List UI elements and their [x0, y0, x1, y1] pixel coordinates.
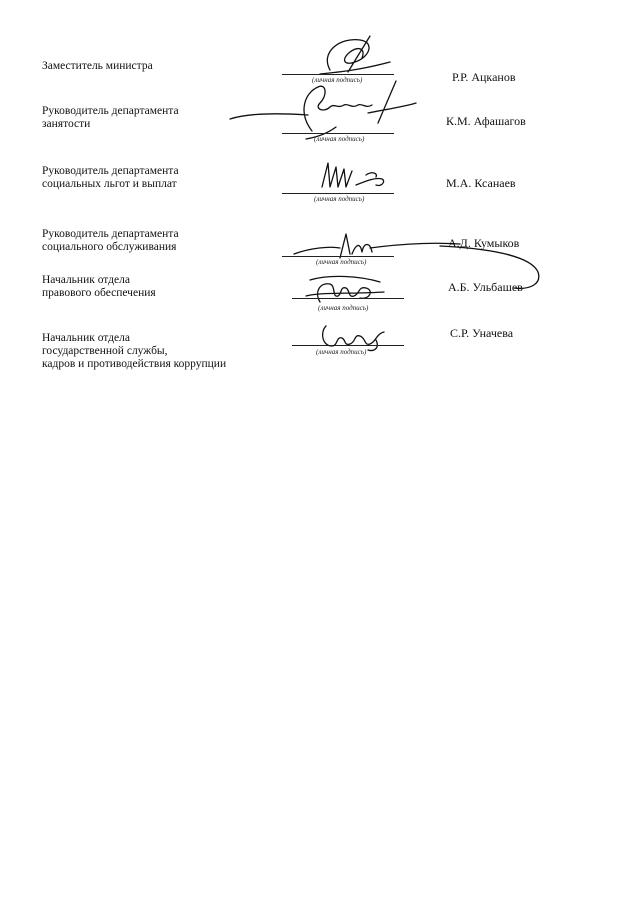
- handwritten-signature: [316, 157, 406, 197]
- signature-caption: (личная подпись): [314, 135, 365, 143]
- signatory-name: Р.Р. Ацканов: [452, 70, 516, 84]
- signatory-role: [42, 60, 282, 73]
- role-line: правового обеспечения: [42, 287, 156, 299]
- role-line: Руководитель департамента: [42, 105, 179, 117]
- signatory-name: М.А. Ксанаев: [446, 176, 516, 190]
- signature-caption: (личная подпись): [318, 304, 369, 312]
- signatory-name: А.Д. Кумыков: [448, 236, 520, 250]
- signature-line: [292, 345, 404, 346]
- role-line: государственной службы,: [42, 345, 168, 357]
- signatory-name: А.Б. Ульбашев: [448, 280, 523, 294]
- signature-caption: (личная подпись): [312, 76, 363, 84]
- signatory-name: С.Р. Уначева: [450, 326, 514, 340]
- role-line: Руководитель департамента: [42, 228, 179, 240]
- signature-line: [292, 298, 404, 299]
- role-line: Начальник отдела: [42, 274, 130, 286]
- signatory-name: К.М. Афашагов: [446, 114, 526, 128]
- handwritten-signature: [300, 272, 390, 308]
- signatory-role: [42, 332, 282, 371]
- signature-line: [282, 133, 394, 134]
- signatory-role: [42, 165, 282, 191]
- signature-caption: (личная подпись): [316, 348, 367, 356]
- role-line: занятости: [42, 118, 91, 130]
- signature-line: [282, 256, 394, 257]
- signatory-role: [42, 228, 282, 254]
- role-line: Заместитель министра: [42, 60, 153, 72]
- signature-line: [282, 193, 394, 194]
- role-line: кадров и противодействия коррупции: [42, 358, 227, 370]
- signatory-role: [42, 274, 282, 300]
- signature-caption: (личная подпись): [314, 195, 365, 203]
- role-line: Руководитель департамента: [42, 165, 179, 177]
- role-line: социального обслуживания: [42, 241, 177, 253]
- signature-caption: (личная подпись): [316, 258, 367, 266]
- role-line: социальных льгот и выплат: [42, 178, 177, 190]
- role-line: Начальник отдела: [42, 332, 130, 344]
